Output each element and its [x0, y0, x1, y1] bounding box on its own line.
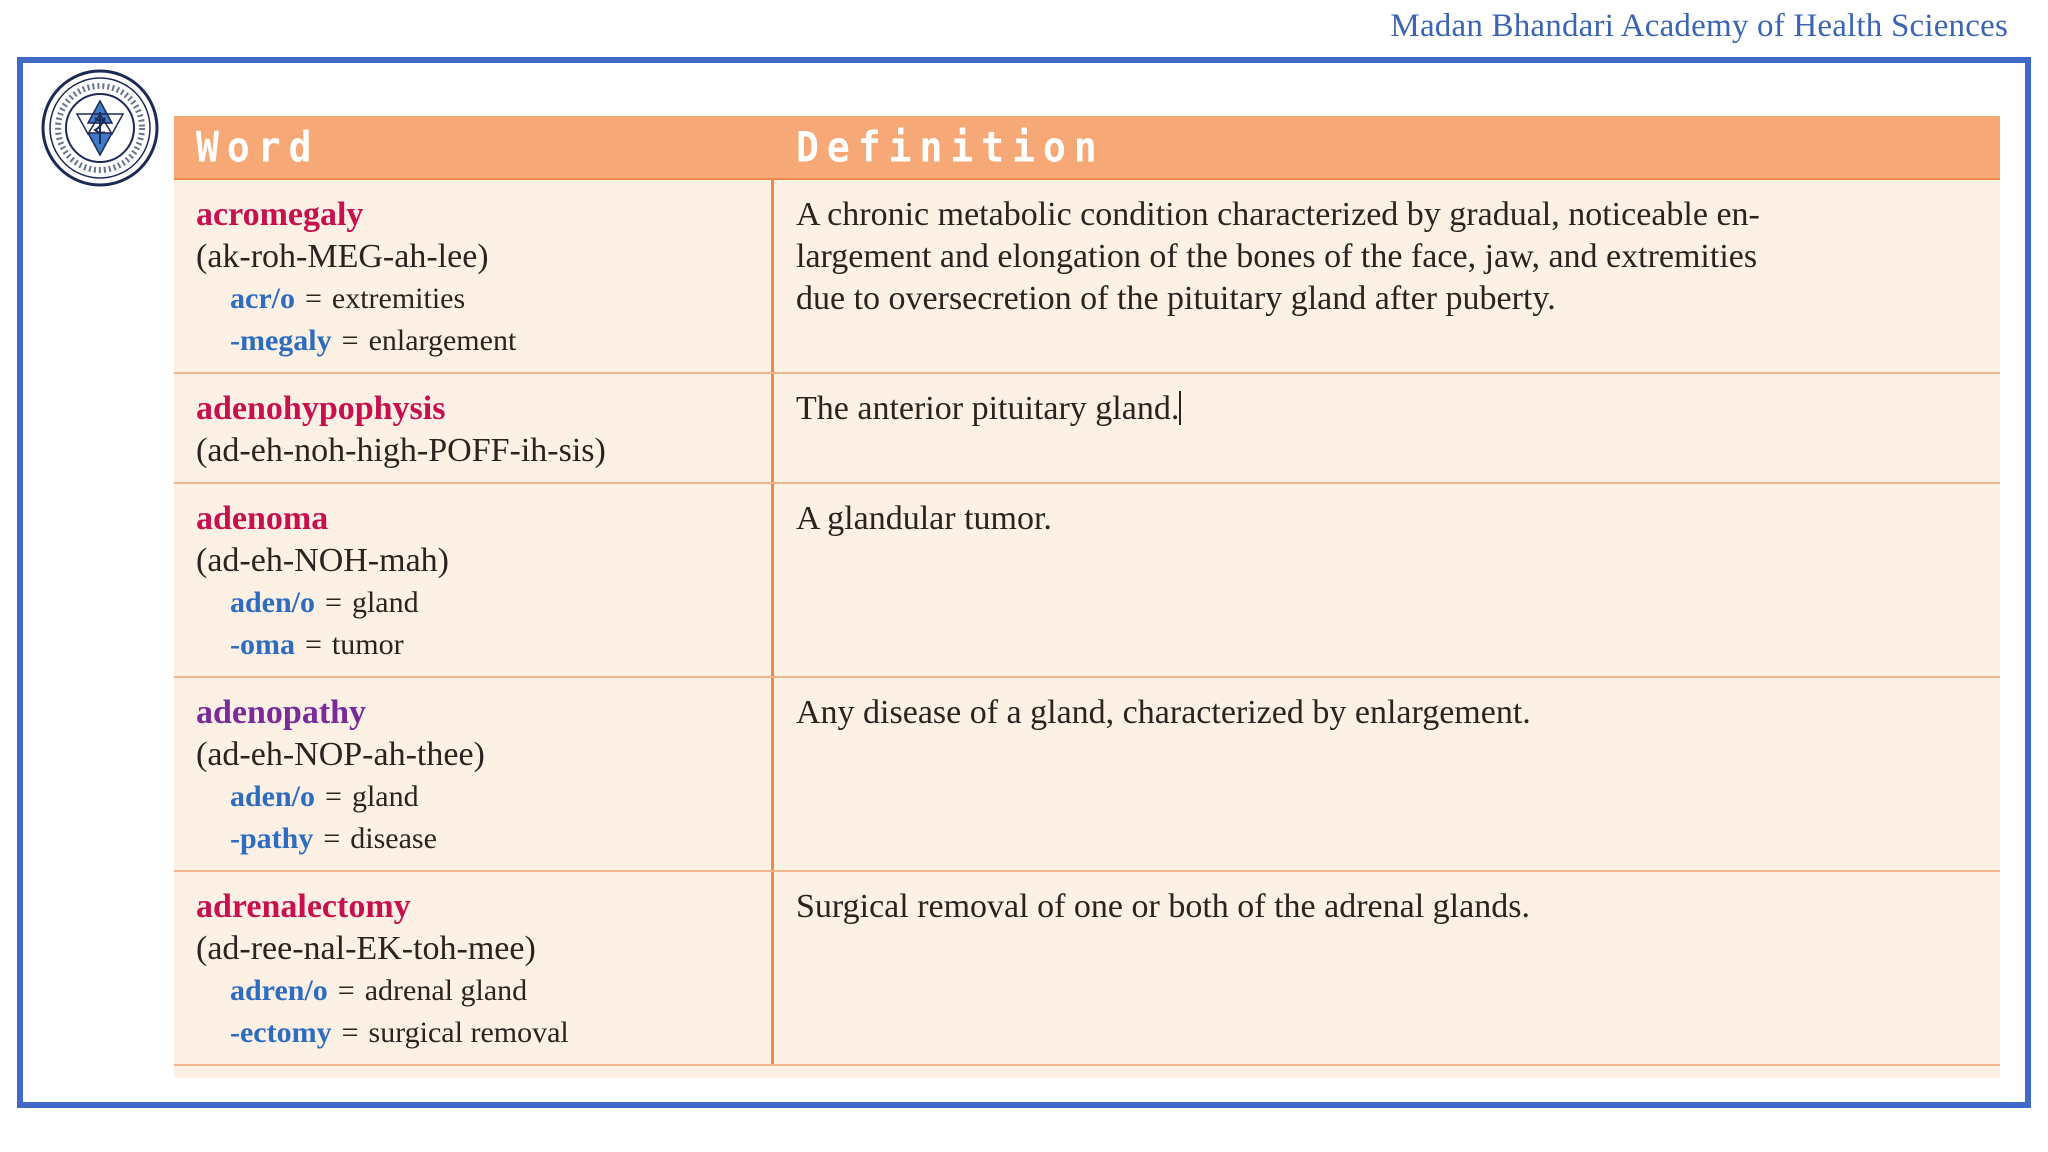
word-root: aden/o [230, 586, 316, 619]
table-row [174, 180, 2000, 374]
word-part-meaning: adrenal gland [364, 974, 528, 1007]
word-cell [174, 872, 774, 1064]
equals-sign: = [337, 974, 355, 1007]
word-cell [174, 484, 774, 676]
equals-sign: = [304, 282, 322, 315]
word-root: aden/o [230, 780, 316, 813]
word-part [196, 776, 771, 818]
definition-cell [774, 484, 2000, 676]
word-part-meaning: extremities [331, 282, 466, 315]
word-root: -megaly [230, 324, 332, 357]
word-cell [174, 180, 774, 372]
word-cell [174, 678, 774, 870]
pronunciation: (ad-ree-nal-EK-toh-mee) [196, 930, 536, 967]
word-part-meaning: gland [351, 780, 419, 813]
word-root: acr/o [230, 282, 295, 315]
pronunciation: (ad-eh-NOP-ah-thee) [196, 736, 485, 773]
column-header-definition [774, 116, 2000, 178]
pronunciation: (ad-eh-noh-high-POFF-ih-sis) [196, 432, 606, 469]
word-part [196, 278, 771, 320]
term: adenopathy [196, 694, 367, 731]
table-row [174, 374, 2000, 484]
pronunciation: (ad-eh-NOH-mah) [196, 542, 449, 579]
equals-sign: = [341, 324, 359, 357]
definition-line: Any disease of a gland, characterized by enlargement. [796, 694, 1531, 731]
definition-line [796, 388, 1970, 430]
equals-sign: = [325, 780, 342, 813]
word-part-meaning: enlargement [368, 324, 517, 357]
word-part [196, 818, 771, 860]
word-root: adren/o [230, 974, 328, 1007]
word-part [196, 582, 771, 624]
definition-cell [774, 374, 2000, 482]
term: adenohypophysis [196, 390, 446, 427]
definition-cell [774, 872, 2000, 1064]
word-cell [174, 374, 774, 482]
definition-line: largement and elongation of the bones of the face, jaw, and extremities [796, 238, 1758, 275]
definition-cell [774, 180, 2000, 372]
definition-line: A chronic metabolic condition characterized by gradual, noticeable en- [796, 196, 1760, 233]
column-header-word [174, 116, 774, 178]
table-header [174, 116, 2000, 180]
column-header-definition-label: Definition [796, 122, 1105, 172]
word-part [196, 320, 771, 362]
definition-text: The anterior pituitary gland. [796, 390, 1180, 427]
column-header-word-label: Word [196, 122, 320, 172]
term: adenoma [196, 500, 329, 537]
definition-line: due to oversecretion of the pituitary gland after puberty. [796, 280, 1556, 317]
word-root: -oma [230, 628, 295, 661]
text-cursor [1179, 391, 1181, 425]
equals-sign: = [341, 1016, 359, 1049]
word-part-meaning: tumor [331, 628, 404, 661]
term: acromegaly [196, 196, 364, 233]
equals-sign: = [323, 822, 341, 855]
pronunciation: (ak-roh-MEG-ah-lee) [196, 238, 489, 275]
word-part [196, 624, 771, 666]
word-root: -pathy [230, 822, 314, 855]
word-part [196, 1012, 771, 1054]
definition-line: A glandular tumor. [796, 500, 1052, 537]
table-row [174, 678, 2000, 872]
equals-sign: = [304, 628, 322, 661]
word-part-meaning: gland [351, 586, 419, 619]
table-row [174, 484, 2000, 678]
word-root: -ectomy [230, 1016, 332, 1049]
word-part-meaning: surgical removal [368, 1016, 569, 1049]
vocabulary-table [174, 116, 2000, 1078]
academy-title: Madan Bhandari Academy of Health Sciences [1390, 8, 2008, 44]
equals-sign: = [325, 586, 342, 619]
definition-cell [774, 678, 2000, 870]
word-part [196, 970, 771, 1012]
word-part-meaning: disease [350, 822, 437, 855]
term: adrenalectomy [196, 888, 411, 925]
academy-seal-icon [40, 68, 160, 188]
definition-line: Surgical removal of one or both of the adrenal glands. [796, 888, 1530, 925]
table-row [174, 872, 2000, 1066]
